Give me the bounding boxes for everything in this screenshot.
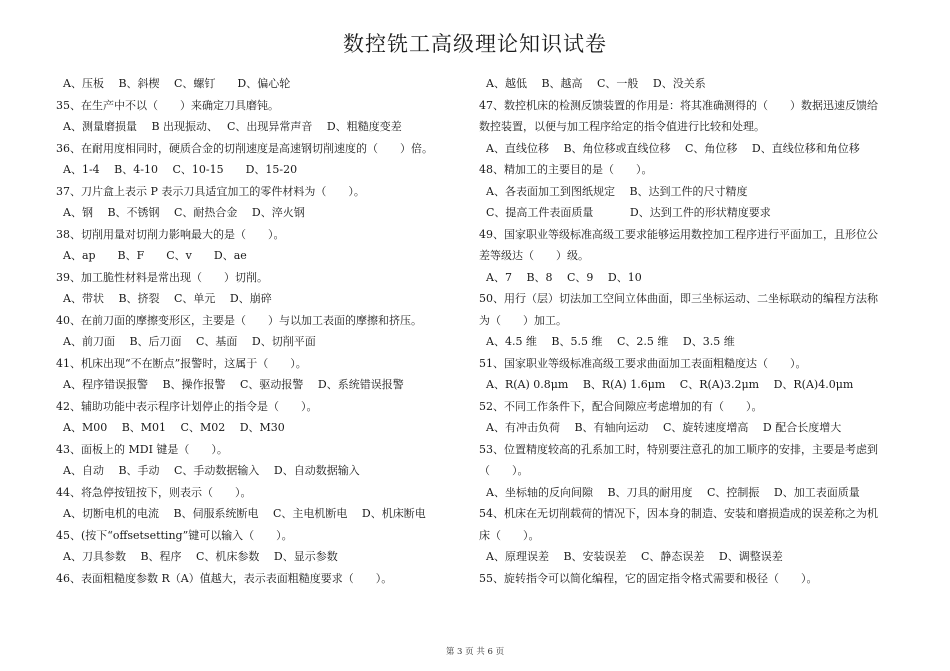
question-line: 48、精加工的主要目的是（ ）。 — [479, 163, 653, 176]
question-line: 39、加工脆性材料是常出现（ ）切削。 — [56, 270, 268, 284]
answer-options-line: A、切断电机的电流 B、伺服系统断电 C、主电机断电 D、机床断电 — [63, 507, 426, 520]
page-number: 第 3 页 共 6 页 — [445, 647, 505, 657]
question-line: 40、在前刀面的摩擦变形区，主要是（ ）与以加工表面的摩擦和挤压。 — [56, 313, 422, 327]
answer-options-line: A、各表面加工到图纸规定 B、达到工件的尺寸精度 — [486, 184, 748, 198]
question-line: 床（ ）。 — [479, 528, 540, 542]
question-line: 47、数控机床的检测反馈装置的作用是：将其准确测得的（ ）数据迅速反馈给 — [479, 98, 878, 112]
question-line: 45、(按下“offsetsetting”键可以输入（ ）。 — [56, 528, 293, 542]
question-line: 54、机床在无切削载荷的情况下，因本身的制造、安装和磨损造成的误差称之为机 — [479, 507, 878, 520]
question-line: 42、辅助功能中表示程序计划停止的指令是（ ）。 — [56, 399, 318, 413]
answer-options-line: A、压板 B、斜楔 C、螺钉 D、偏心轮 — [63, 77, 291, 90]
page-title: 数控铣工高级理论知识试卷 — [343, 32, 607, 56]
answer-options-line: A、程序错误报警 B、操作报警 C、驱动报警 D、系统错误报警 — [63, 378, 404, 391]
answer-options-line: A、前刀面 B、后刀面 C、基面 D、切削平面 — [63, 335, 316, 348]
answer-options-line: A、越低 B、越高 C、一般 D、没关系 — [486, 77, 706, 90]
question-line: （ ）。 — [479, 464, 529, 477]
answer-options-line: A、ap B、F C、v D、ae — [63, 249, 247, 262]
answer-options-line: A、坐标轴的反向间隙 B、刀具的耐用度 C、控制振 D、加工表面质量 — [486, 485, 860, 499]
question-line: 49、国家职业等级标准高级工要求能够运用数控加工程序进行平面加工，且形位公 — [479, 227, 878, 241]
answer-options-line: A、直线位移 B、角位移或直线位移 C、角位移 D、直线位移和角位移 — [486, 141, 860, 155]
question-line: 为（ ）加工。 — [479, 313, 567, 327]
left-column — [56, 73, 464, 589]
question-line: 50、用行（层）切法加工空间立体曲面，即三坐标运动、二坐标联动的编程方法称 — [479, 292, 878, 305]
question-line: 55、旋转指令可以简化编程，它的固定指令格式需要和极径（ ）。 — [479, 571, 818, 585]
question-line: 35、在生产中不以（ ）来确定刀具磨钝。 — [56, 98, 279, 112]
question-line: 36、在耐用度相同时，硬质合金的切削速度是高速钢切削速度的（ ）倍。 — [56, 141, 433, 155]
answer-options-line: A、刀具参数 B、程序 C、机床参数 D、显示参数 — [63, 550, 338, 563]
answer-options-line: A、R(A) 0.8μm B、R(A) 1.6μm C、R(A)3.2μm D、R(A)4.0μm — [486, 378, 854, 391]
question-line: 37、刀片盒上表示 P 表示刀具适宜加工的零件材料为（ ）。 — [56, 184, 365, 198]
question-line: 53、位置精度较高的孔系加工时，特别要注意孔的加工顺序的安排，主要是考虑到 — [479, 442, 878, 456]
question-line: 38、切削用量对切削力影响最大的是（ ）。 — [56, 227, 285, 241]
answer-options-line: A、钢 B、不锈钢 C、耐热合金 D、淬火钢 — [63, 206, 305, 219]
answer-options-line: A、1-4 B、4-10 C、10-15 D、15-20 — [63, 163, 298, 176]
question-line: 41、机床出现“不在断点”报警时，这属于（ ）。 — [56, 356, 307, 370]
answer-options-line: A、自动 B、手动 C、手动数据输入 D、自动数据输入 — [63, 464, 360, 477]
answer-options-line: A、4.5 维 B、5.5 维 C、2.5 维 D、3.5 维 — [486, 335, 735, 348]
question-line: 52、不同工作条件下，配合间隙应考虑增加的有（ ）。 — [479, 399, 763, 413]
answer-options-line: A、7 B、8 C、9 D、10 — [486, 270, 642, 284]
right-column — [479, 73, 899, 589]
question-line: 差等级达（ ）级。 — [479, 249, 589, 262]
answer-options-line: A、测量磨损量 B 出现振动、 C、出现异常声音 D、粗糙度变差 — [63, 120, 402, 133]
question-line: 数控装置，以便与加工程序给定的指令值进行比较和处理。 — [479, 120, 765, 133]
answer-options-line: C、提高工件表面质量 D、达到工件的形状精度要求 — [486, 206, 771, 219]
answer-options-line: A、带状 B、挤裂 C、单元 D、崩碎 — [63, 292, 272, 305]
question-line: 46、表面粗糙度参数 R（A）值越大，表示表面粗糙度要求（ ）。 — [56, 571, 393, 585]
question-line: 44、将急停按钮按下，则表示（ ）。 — [56, 485, 252, 499]
answer-options-line: A、有冲击负荷 B、有轴向运动 C、旋转速度增高 D 配合长度增大 — [486, 421, 842, 434]
answer-options-line: A、原理误差 B、安装误差 C、静态误差 D、调整误差 — [486, 550, 783, 563]
question-line: 51、国家职业等级标准高级工要求曲面加工表面粗糙度达（ ）。 — [479, 356, 807, 370]
answer-options-line: A、M00 B、M01 C、M02 D、M30 — [63, 421, 285, 434]
question-line: 43、面板上的 MDI 键是（ ）。 — [56, 442, 228, 456]
